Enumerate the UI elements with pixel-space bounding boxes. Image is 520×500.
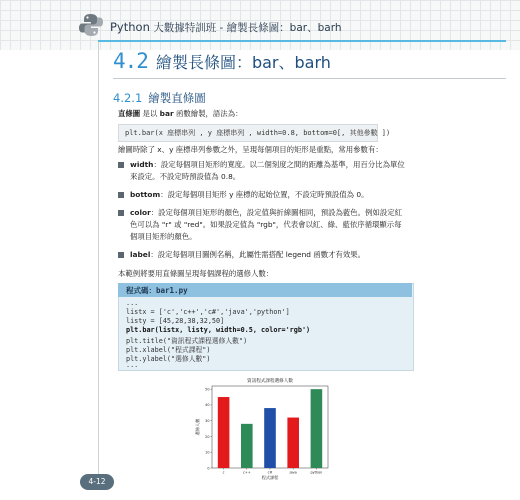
intro-term: 直條圖 — [118, 109, 141, 118]
bar-c# — [264, 408, 276, 468]
y-tick-label: 0 — [207, 466, 210, 471]
x-tick-label: c — [222, 470, 225, 475]
code-header — [118, 283, 412, 297]
syntax-box — [118, 124, 391, 142]
bar-python — [311, 389, 323, 468]
list-item — [118, 189, 408, 201]
page-number: 4-12 — [80, 474, 114, 490]
subsection-title — [113, 90, 206, 106]
y-tick-label: 20 — [205, 434, 210, 439]
y-tick-label: 10 — [205, 450, 210, 455]
y-axis — [205, 387, 212, 470]
bar-c — [218, 397, 230, 468]
running-header-rest: 大數據特訓班 - 繪製長條圖：bar、barh — [153, 22, 342, 34]
left-margin-rule — [98, 42, 99, 482]
python-logo-icon — [78, 12, 104, 38]
code-line: ... — [126, 361, 139, 369]
param-desc: ：設定每個項目圖例名稱，此屬性需搭配 legend 函數才有效果。 — [150, 250, 366, 259]
code-line: plt.bar(listx, listy, width=0.5, color='rgb') — [126, 326, 311, 334]
header-divider — [98, 40, 506, 42]
bar-c++ — [241, 424, 253, 468]
list-item — [118, 249, 408, 261]
code-line: ... — [126, 299, 139, 307]
param-desc: ：設定每個項目矩形 y 座標的起始位置，不設定時預設值為 0。 — [160, 190, 369, 199]
x-axis-label: 程式課程 — [261, 475, 279, 480]
param-desc: ：設定每個項目矩形的寬度。以二個刻度之間的距離為基準，用百分比為單位來設定。不設定時預設值為 0.8。 — [130, 160, 405, 181]
code-line: listy = [45,28,38,32,50] — [126, 317, 225, 325]
param-name: color — [130, 208, 151, 217]
syntax-text: plt.bar(x 座標串列 , y 座標串列 , width=0.8, bottom=0[, 其他參數 ]) — [125, 129, 391, 137]
y-tick-label: 40 — [205, 403, 210, 408]
code-line: plt.ylabel("選修人數") — [126, 355, 211, 363]
y-tick-label: 50 — [205, 387, 210, 392]
x-axis — [223, 468, 323, 475]
param-name: width — [130, 160, 154, 169]
intro-mid: 是以 — [140, 109, 160, 118]
intro-paragraph — [118, 108, 242, 120]
example-description: 本範例將要用直條圖呈現每個課程的選修人數： — [118, 269, 274, 278]
intro-tail: 函數繪製，語法為： — [173, 109, 243, 118]
code-filename: 程式碼：bar1.py — [126, 286, 188, 295]
y-axis-label: 選修人數 — [195, 418, 200, 436]
intro-function: bar — [159, 109, 174, 118]
subsection-title-text: 繪製直條圖 — [148, 91, 206, 105]
x-tick-label: java — [289, 470, 297, 475]
code-line: listx = ['c','c++','c#','java','python'] — [126, 308, 290, 316]
y-tick-label: 30 — [205, 418, 210, 423]
subsection-number: 4.2.1 — [113, 91, 143, 105]
description-paragraph: 繪圖時除了 x、y 座標串列參數之外，呈現每個項目的矩形是重點，常用參數有： — [118, 145, 383, 154]
x-tick-label: python — [310, 470, 323, 475]
section-number: 4.2 — [113, 49, 148, 73]
param-desc: ：設定每個項目矩形的顏色，設定值與折線圖相同，預設為藍色。例如設定紅色可以為 "r" 或 "red"。如果設定值為 "rgb"，代表會以紅、綠、藍依序循環顯示每個項目矩形的顏色。 — [130, 208, 403, 241]
running-header — [110, 20, 342, 35]
list-item — [118, 159, 408, 183]
chart-title: 資訊程式課程選修人數 — [247, 379, 293, 384]
running-header-python: Python — [110, 20, 150, 34]
section-title-text: 繪製長條圖：bar、barh — [155, 53, 331, 72]
x-tick-label: c# — [267, 470, 273, 475]
param-name: bottom — [130, 190, 161, 199]
parameter-list — [118, 159, 408, 267]
param-name: label — [130, 250, 151, 259]
x-tick-label: c++ — [243, 470, 251, 475]
code-line: plt.title("資訊程式課程選修人數") — [126, 337, 248, 345]
bar-java — [287, 418, 299, 468]
section-divider — [113, 78, 506, 79]
code-line: plt.xlabel("程式課程") — [126, 346, 211, 354]
bar-chart — [194, 374, 334, 484]
list-item — [118, 207, 408, 243]
section-title — [113, 49, 331, 73]
